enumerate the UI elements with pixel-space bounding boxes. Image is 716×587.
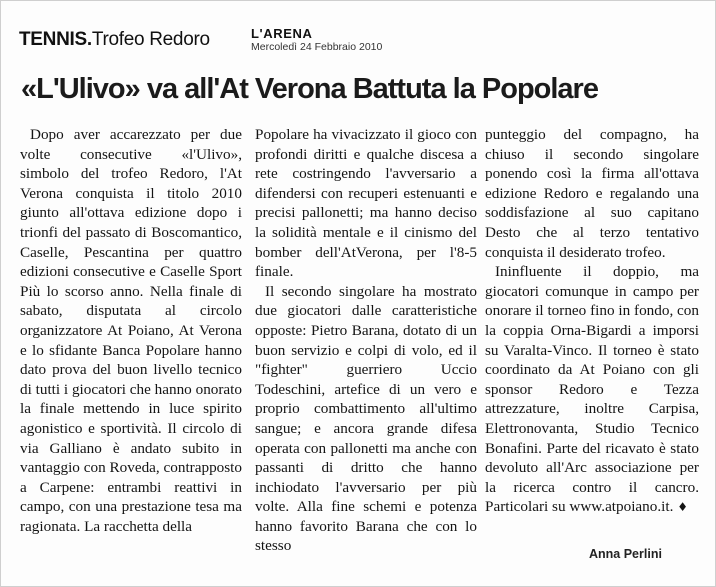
end-mark-icon: ♦ [677,500,688,515]
article-column-1 [20,125,242,536]
paragraph: punteggio del compagno, ha chiuso il secondo singolare ponendo così la firma all'ottava edizione Redoro e regalando una soddisfazione al suo capitano Desto che al terzo tentativo conquista il desiderato trofeo. [485,126,699,261]
article-column-2 [255,125,477,556]
article-column-3 [485,125,699,518]
section-heading [19,29,210,51]
paragraph: Ininfluente il doppio, ma giocatori comunque in campo per onorare il torneo fino in fondo, con la coppia Orna-Bigardi a imporsi su Varalta-Vinco. Il torneo è stato coordinato da At Poiano con gli sponsor Redoro e Tezza attrezzature, inoltre Carpisa, Elettronovanta, Studio Tecnico Bonafini. Parte del ricavato è stato devoluto all'Arc associazione per la ricerca contro il cancro. Particolari su www.atpoiano.it. [485,263,699,516]
paragraph-with-endmark [485,262,699,518]
paragraph: Dopo aver accarezzato per due volte consecutive «l'Ulivo», simbolo del trofeo Redoro, l'At Verona conquista il titolo 2010 giunto all'ottava edizione dopo i trionfi del passato di Boscomantico, Caselle, Pescantina per quattro edizioni consecutive e Caselle Sport Più lo scorso anno. Nella finale di sabato, disputata al circolo organizzatore At Poiano, At Verona e lo sfidante Banca Popolare hanno dato prova del buon livello tecnico di tutti i giocatori che hanno onorato la finale mettendo in luce spirito agonistico e sportività. Il circolo di via Galliano è andato subito in vantaggio con Roveda, contrapposto a Carpene: entrambi reattivi in campo, con una prestazione tesa ma ragionata. La racchetta della [20,126,242,535]
paragraph: Il secondo singolare ha mostrato due giocatori dalle caratteristiche opposte: Pietro Barana, dotato di un buon servizio e colpi di volo, ed il "fighter" guerriero Uccio Todeschini, artefice di un vero e proprio combattimento all'ultimo sangue; e ancora grande difesa operata con pallonetti ma anche con passanti di dritto che hanno inchiodato l'avversario per più volte. Alla fine schemi e potenza hanno favorito Barana che con lo stesso [255,282,477,555]
section-label: TENNIS. [19,29,92,50]
article-header [19,21,699,61]
subsection-label: Trofeo Redoro [91,29,210,50]
publication-info [251,27,382,53]
publication-date: Mercoledì 24 Febbraio 2010 [251,41,383,53]
article-title: «L'Ulivo» va all'At Verona Battuta la Popolare [21,73,598,105]
author-byline: Anna Perlini [589,547,662,561]
paragraph: Popolare ha vivacizzato il gioco con profondi diritti e qualche discesa a rete costringendo l'avversario a difendersi con recuperi estenuanti e precisi pallonetti; ma hanno deciso la solidità mentale e il cinismo del bomber dell'AtVerona, per l'8-5 finale. [255,126,477,281]
publication-name: L'ARENA [251,26,313,41]
